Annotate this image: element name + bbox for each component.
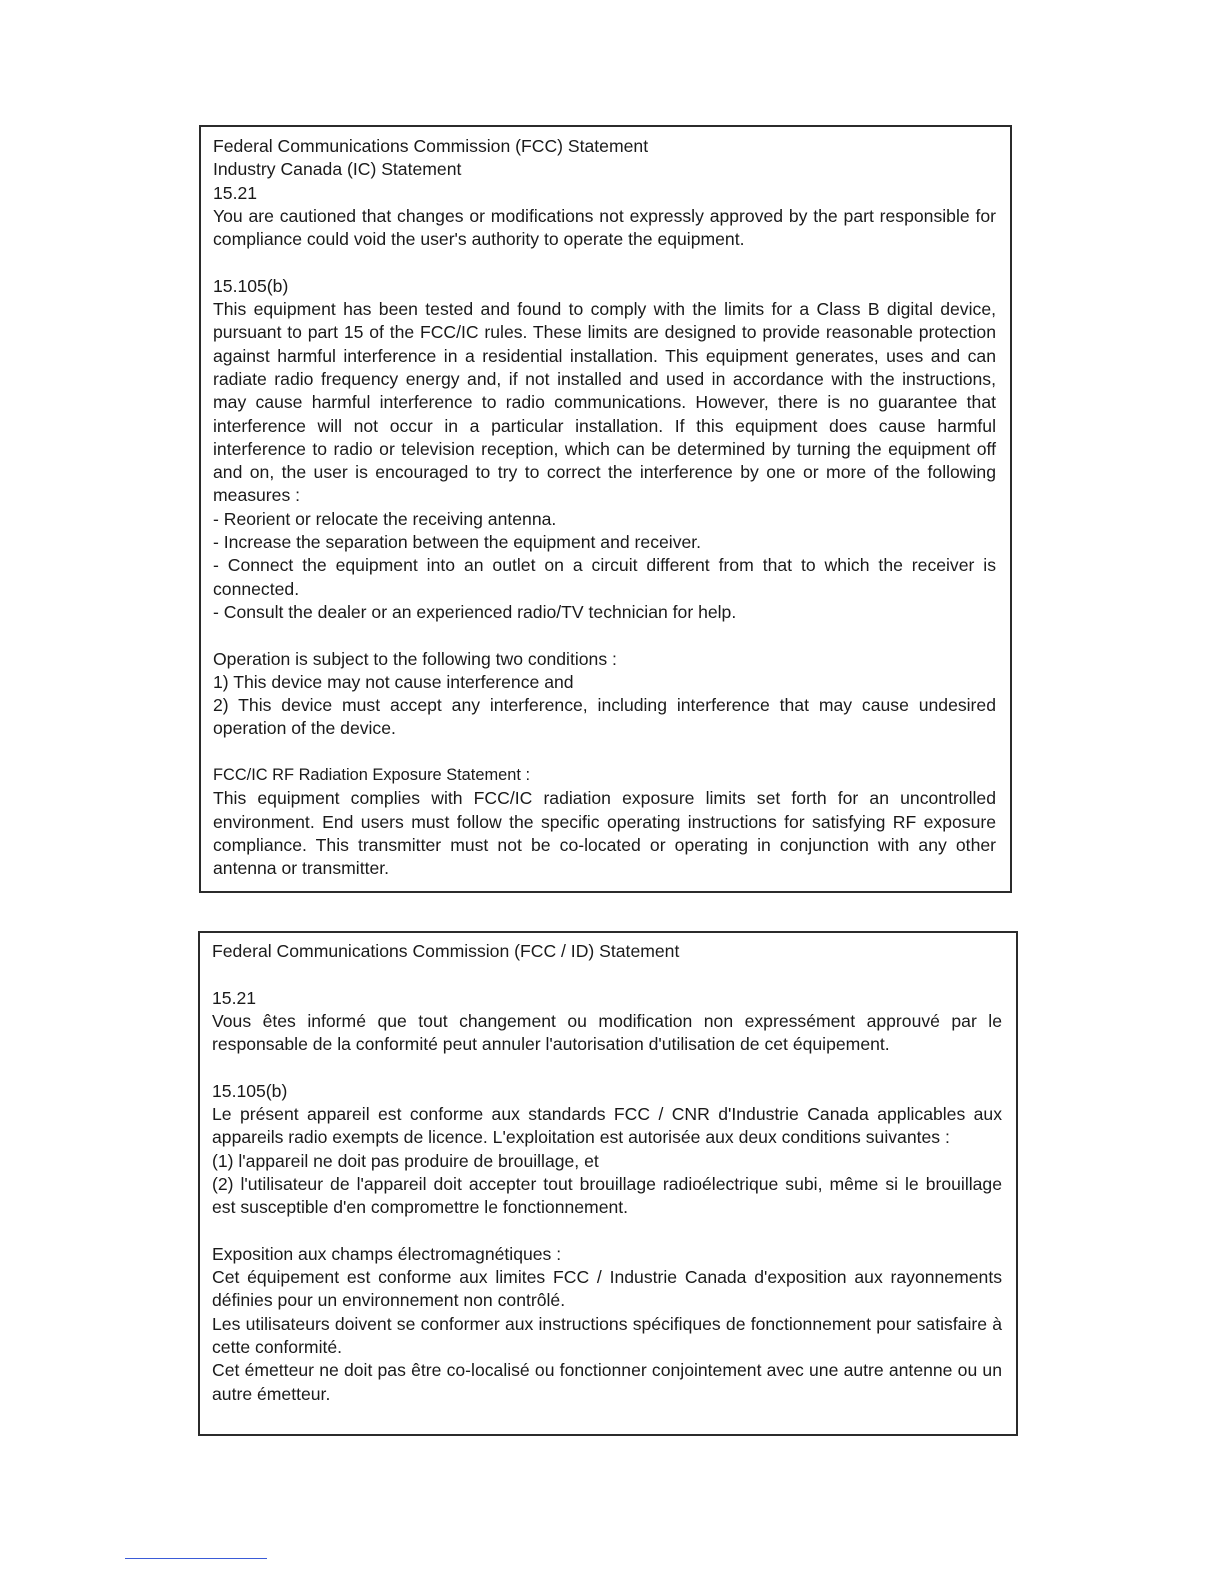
- section-15-105b-text: Le présent appareil est conforme aux standards FCC / CNR d'Industrie Canada applicables aux appareils radio exempts de licence. L'exploitation est autorisée aux deux conditions suivantes :: [212, 1104, 1002, 1148]
- condition-2: 2) This device must accept any interference, including interference that may cause undesired operation of the device.: [213, 695, 996, 739]
- section-15-105b-text: This equipment has been tested and found to comply with the limits for a Class B digital device, pursuant to part 15 of the FCC/IC rules. These limits are designed to provide reasonable protection against harmful interference in a residential installation. This equipment generates, uses and can radiate radio frequency energy and, if not installed and used in accordance with the instructions, may cause harmful interference to radio communications. However, there is no guarantee that interference will not occur in a particular installation. If this equipment does cause harmful interference to radio or television reception, which can be determined by turning the equipment off and on, the user is encouraged to try to correct the interference by one or more of the following measures :: [213, 299, 996, 506]
- condition-1: 1) This device may not cause interference and: [213, 671, 574, 692]
- measure-item: - Consult the dealer or an experienced radio/TV technician for help.: [213, 601, 737, 622]
- section-15-105b-number: 15.105(b): [213, 275, 289, 296]
- rf-exposure-text: This equipment complies with FCC/IC radiation exposure limits set forth for an uncontrolled environment. End users must follow the specific operating instructions for satisfying RF exposure compliance. This transmitter must not be co-located or operating in conjunction with any other antenna or transmitter.: [213, 788, 996, 879]
- fcc-id-statement-fr: [198, 931, 1018, 1436]
- condition-1: (1) l'appareil ne doit pas produire de brouillage, et: [212, 1150, 599, 1171]
- spacer: [212, 1220, 1002, 1243]
- exposure-text-3: Cet émetteur ne doit pas être co-localisé ou fonctionner conjointement avec une autre antenne ou un autre émetteur.: [212, 1360, 1002, 1404]
- title-fcc: Federal Communications Commission (FCC) Statement: [213, 136, 649, 156]
- title-fcc-id: Federal Communications Commission (FCC / ID) Statement: [212, 941, 680, 961]
- spacer: [213, 251, 996, 274]
- section-15-21-text: You are cautioned that changes or modifications not expressly approved by the part responsible for compliance could void the user's authority to operate the equipment.: [213, 205, 996, 250]
- spacer: [212, 963, 1002, 986]
- measure-item: - Connect the equipment into an outlet on a circuit different from that to which the receiver is connected.: [213, 555, 996, 599]
- fcc-ic-statement-en: [199, 125, 1012, 893]
- condition-2: (2) l'utilisateur de l'appareil doit accepter tout brouillage radioélectrique subi, même si le brouillage est susceptible d'en compromettre le fonctionnement.: [212, 1173, 1002, 1218]
- footer-link-underline: [125, 1558, 267, 1559]
- spacer: [213, 624, 996, 647]
- section-15-21-number: 15.21: [212, 987, 257, 1008]
- rf-exposure-title: FCC/IC RF Radiation Exposure Statement :: [213, 766, 531, 785]
- title-ic: Industry Canada (IC) Statement: [213, 159, 462, 180]
- section-15-105b-number: 15.105(b): [212, 1080, 288, 1101]
- section-15-21-number: 15.21: [213, 182, 258, 203]
- exposure-text-1: Cet équipement est conforme aux limites FCC / Industrie Canada d'exposition aux rayonnements définies pour un environnement non contrôlé.: [212, 1267, 1002, 1311]
- exposure-text-2: Les utilisateurs doivent se conformer aux instructions spécifiques de fonctionnement pour satisfaire à cette conformité.: [212, 1313, 1002, 1358]
- exposure-title: Exposition aux champs électromagnétiques :: [212, 1243, 562, 1264]
- conditions-intro: Operation is subject to the following two conditions :: [213, 648, 617, 669]
- section-15-21-text: Vous êtes informé que tout changement ou modification non expressément approuvé par le responsable de la conformité peut annuler l'autorisation d'utilisation de cet équipement.: [212, 1010, 1002, 1055]
- spacer: [212, 1056, 1002, 1079]
- measure-item: - Increase the separation between the equipment and receiver.: [213, 532, 702, 553]
- measure-item: - Reorient or relocate the receiving antenna.: [213, 508, 557, 529]
- spacer: [213, 741, 996, 764]
